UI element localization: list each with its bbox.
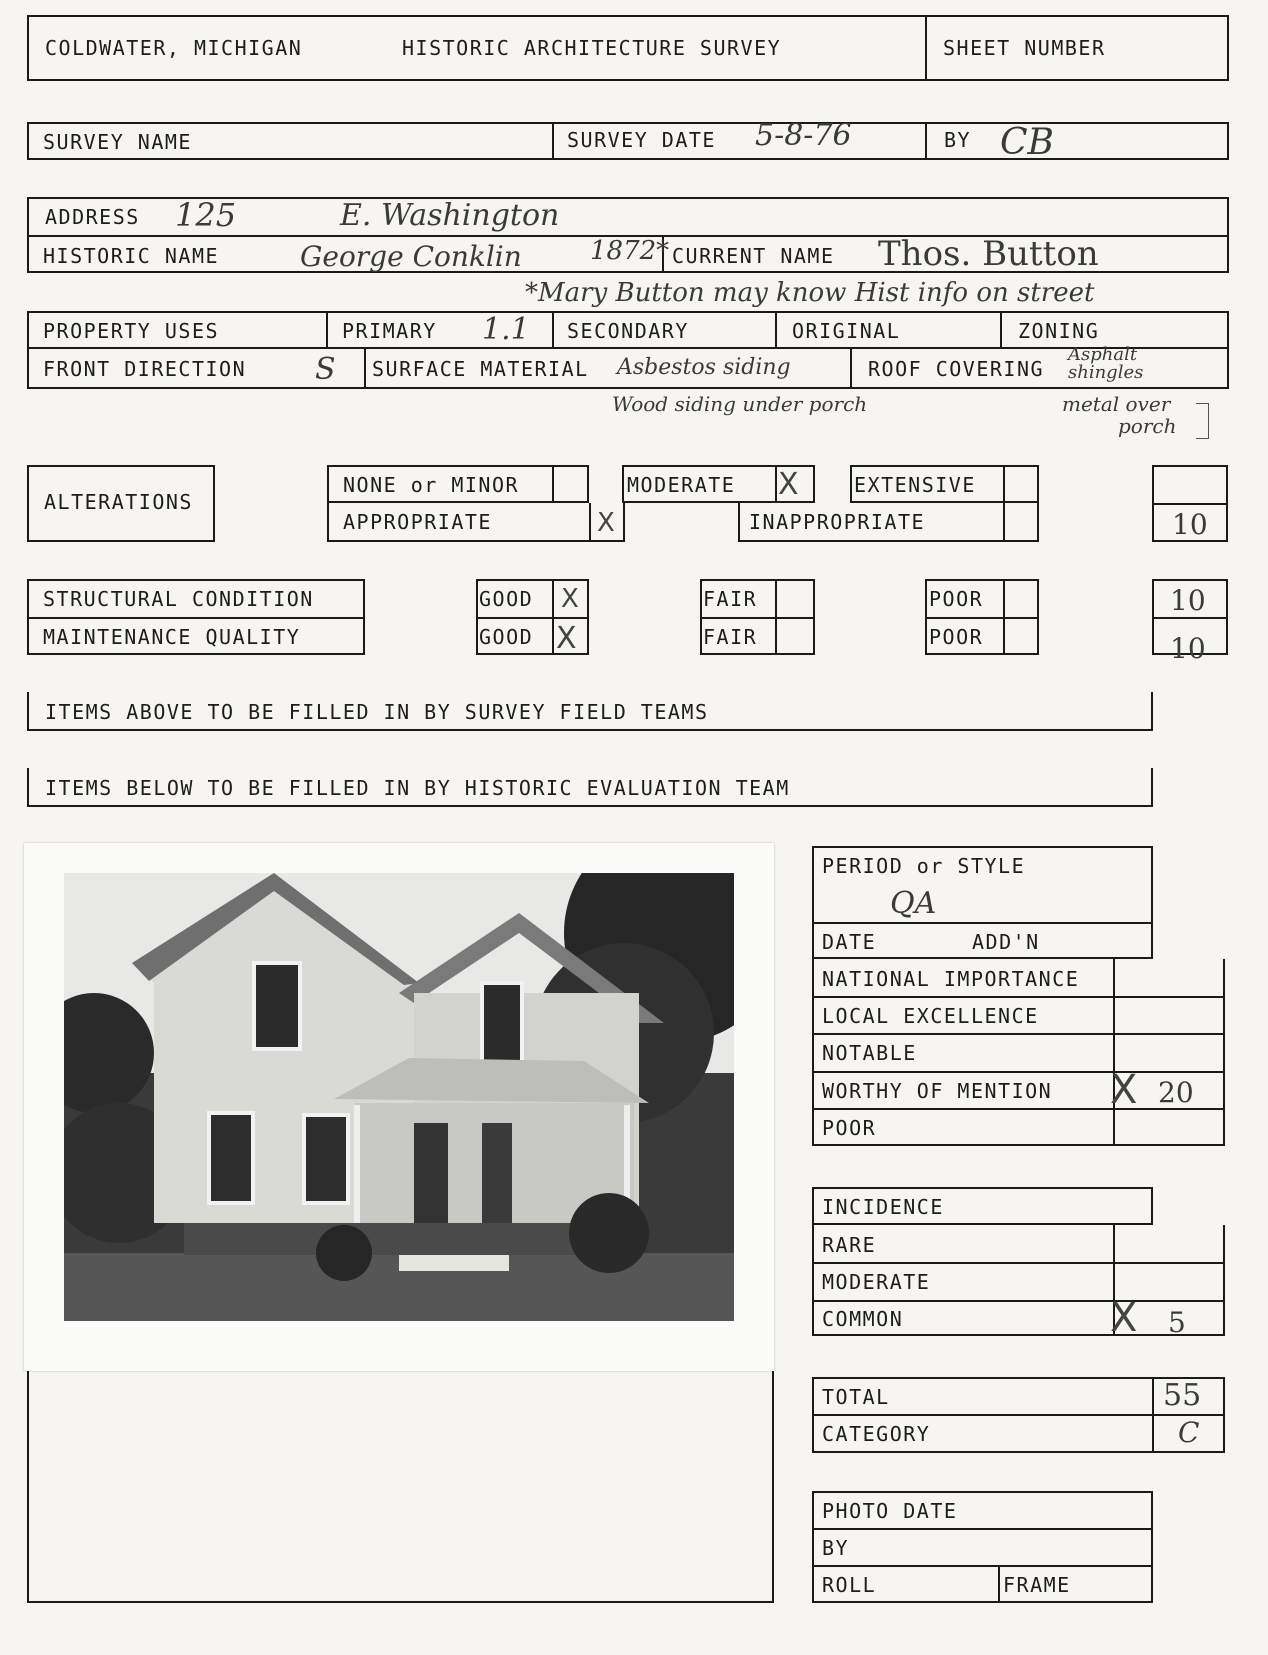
address-street[interactable]: E. Washington — [340, 198, 560, 233]
roof-covering-value[interactable]: Asphalt shingles — [1068, 344, 1144, 383]
surface-material-value[interactable]: Asbestos siding — [617, 355, 791, 380]
photo-mount — [24, 843, 774, 1371]
surface-material-note: Wood siding under porch — [612, 392, 868, 416]
extensive-label: EXTENSIVE — [854, 473, 976, 497]
addn-label: ADD'N — [972, 930, 1040, 954]
total-value[interactable]: 55 — [1163, 1378, 1202, 1413]
front-direction-value[interactable]: S — [315, 352, 336, 387]
good-divider — [476, 617, 589, 619]
incidence-row-line-2 — [812, 1300, 1225, 1302]
maintenance-score[interactable]: 10 — [1170, 632, 1206, 665]
incidence-row-line-1 — [812, 1262, 1225, 1264]
structural-condition-label: STRUCTURAL CONDITION — [43, 587, 314, 611]
address-number[interactable]: 125 — [175, 196, 237, 234]
alterations-score-divider — [1152, 503, 1228, 505]
poor-rating-label: POOR — [822, 1116, 877, 1140]
uses-divider-4 — [1000, 311, 1002, 349]
original-label: ORIGINAL — [792, 319, 901, 343]
uses-divider-3 — [775, 311, 777, 349]
notable-label: NOTABLE — [822, 1041, 917, 1065]
survey-name-label: SURVEY NAME — [43, 130, 192, 154]
property-uses-label: PROPERTY USES — [43, 319, 220, 343]
moderate-check-divider — [775, 465, 777, 503]
secondary-label: SECONDARY — [567, 319, 689, 343]
structural-good-mark[interactable]: X — [561, 584, 579, 614]
survey-by-label: BY — [944, 128, 972, 152]
good-label-2: GOOD — [479, 625, 534, 649]
frame-label: FRAME — [1003, 1573, 1071, 1597]
period-style-label: PERIOD or STYLE — [822, 854, 1026, 878]
roof-note-1: metal over — [1062, 392, 1171, 416]
survey-divider-1 — [552, 122, 554, 160]
moderate-check-mark[interactable]: X — [778, 467, 799, 502]
fair-check-divider — [775, 579, 777, 655]
moderate-incidence-label: MODERATE — [822, 1270, 931, 1294]
photo-info-line-1 — [812, 1528, 1153, 1530]
worthy-of-mention-score[interactable]: 20 — [1158, 1076, 1194, 1109]
sheet-number-label: SHEET NUMBER — [943, 36, 1106, 60]
moderate-label: MODERATE — [627, 473, 736, 497]
historic-name-value[interactable]: George Conklin — [300, 240, 522, 273]
survey-divider-2 — [925, 122, 927, 160]
alterations-label: ALTERATIONS — [44, 490, 193, 514]
photo-by-label: BY — [822, 1536, 850, 1560]
current-name-label: CURRENT NAME — [672, 244, 835, 268]
rare-label: RARE — [822, 1233, 877, 1257]
condition-score-divider — [1152, 617, 1228, 619]
maintenance-quality-label: MAINTENANCE QUALITY — [43, 625, 301, 649]
roll-label: ROLL — [822, 1573, 877, 1597]
category-value[interactable]: C — [1178, 1416, 1200, 1449]
importance-row-line-1 — [812, 996, 1225, 998]
appropriate-check-mark[interactable]: X — [597, 508, 615, 538]
photo-info-line-2 — [812, 1565, 1153, 1567]
structural-score[interactable]: 10 — [1170, 584, 1206, 617]
worthy-of-mention-label: WORTHY OF MENTION — [822, 1079, 1053, 1103]
fair-label-1: FAIR — [703, 587, 758, 611]
uses-divider-2 — [552, 311, 554, 349]
historic-year[interactable]: 1872* — [590, 236, 670, 266]
primary-label: PRIMARY — [342, 319, 437, 343]
current-name-value[interactable]: Thos. Button — [878, 234, 1099, 274]
front-divider-1 — [364, 349, 366, 389]
surface-material-label: SURFACE MATERIAL — [372, 357, 589, 381]
period-divider — [812, 922, 1153, 924]
survey-date-label: SURVEY DATE — [567, 128, 716, 152]
importance-row-line-3 — [812, 1071, 1225, 1073]
condition-label-divider — [27, 617, 365, 619]
appropriate-label: APPROPRIATE — [343, 510, 492, 534]
totals-value-divider — [1152, 1377, 1154, 1453]
evaluation-team-notice: ITEMS BELOW TO BE FILLED IN BY HISTORIC EVALUATION TEAM — [45, 776, 790, 800]
none-minor-check-divider — [552, 465, 554, 503]
primary-value[interactable]: 1.1 — [482, 312, 530, 347]
uses-divider-1 — [326, 311, 328, 349]
common-score[interactable]: 5 — [1168, 1306, 1186, 1339]
field-team-notice: ITEMS ABOVE TO BE FILLED IN BY SURVEY FIELD TEAMS — [45, 700, 709, 724]
totals-divider — [812, 1414, 1225, 1416]
common-label: COMMON — [822, 1307, 904, 1331]
fair-label-2: FAIR — [703, 625, 758, 649]
survey-date-value[interactable]: 5-8-76 — [755, 118, 852, 153]
front-divider-2 — [850, 349, 852, 389]
frame-divider — [998, 1565, 1000, 1603]
inappropriate-label: INAPPROPRIATE — [749, 510, 926, 534]
good-check-divider — [552, 579, 554, 655]
photo-date-label: PHOTO DATE — [822, 1499, 958, 1523]
common-mark[interactable]: X — [1110, 1295, 1138, 1341]
address-label: ADDRESS — [45, 205, 140, 229]
fair-divider — [700, 617, 815, 619]
alterations-score[interactable]: 10 — [1172, 508, 1208, 541]
poor-check-divider — [1003, 579, 1005, 655]
local-excellence-label: LOCAL EXCELLENCE — [822, 1004, 1039, 1028]
roof-covering-label: ROOF COVERING — [868, 357, 1045, 381]
poor-divider — [925, 617, 1039, 619]
worthy-of-mention-mark[interactable]: X — [1110, 1067, 1138, 1113]
zoning-label: ZONING — [1018, 319, 1100, 343]
poor-label-2: POOR — [929, 625, 984, 649]
city-label: COLDWATER, MICHIGAN — [45, 36, 303, 60]
house-photo — [64, 873, 734, 1321]
good-label-1: GOOD — [479, 587, 534, 611]
front-direction-label: FRONT DIRECTION — [43, 357, 247, 381]
roof-bracket — [1196, 403, 1209, 439]
handwritten-note: *Mary Button may know Hist info on street — [525, 278, 1095, 308]
none-minor-label: NONE or MINOR — [343, 473, 520, 497]
importance-check-divider — [1113, 959, 1115, 1146]
form-title: HISTORIC ARCHITECTURE SURVEY — [402, 36, 782, 60]
incidence-label: INCIDENCE — [822, 1195, 944, 1219]
survey-by-value[interactable]: CB — [1000, 122, 1054, 163]
appropriate-check-divider — [589, 503, 591, 542]
poor-label-1: POOR — [929, 587, 984, 611]
national-importance-label: NATIONAL IMPORTANCE — [822, 967, 1080, 991]
period-style-value[interactable]: QA — [890, 886, 937, 921]
historic-name-label: HISTORIC NAME — [43, 244, 220, 268]
importance-row-line-2 — [812, 1033, 1225, 1035]
category-label: CATEGORY — [822, 1422, 931, 1446]
notes-box — [27, 1371, 774, 1603]
roof-note-2: porch — [1118, 414, 1177, 438]
total-label: TOTAL — [822, 1385, 890, 1409]
maintenance-good-mark[interactable]: X — [556, 621, 577, 656]
header-divider — [925, 15, 927, 81]
date-label: DATE — [822, 930, 877, 954]
